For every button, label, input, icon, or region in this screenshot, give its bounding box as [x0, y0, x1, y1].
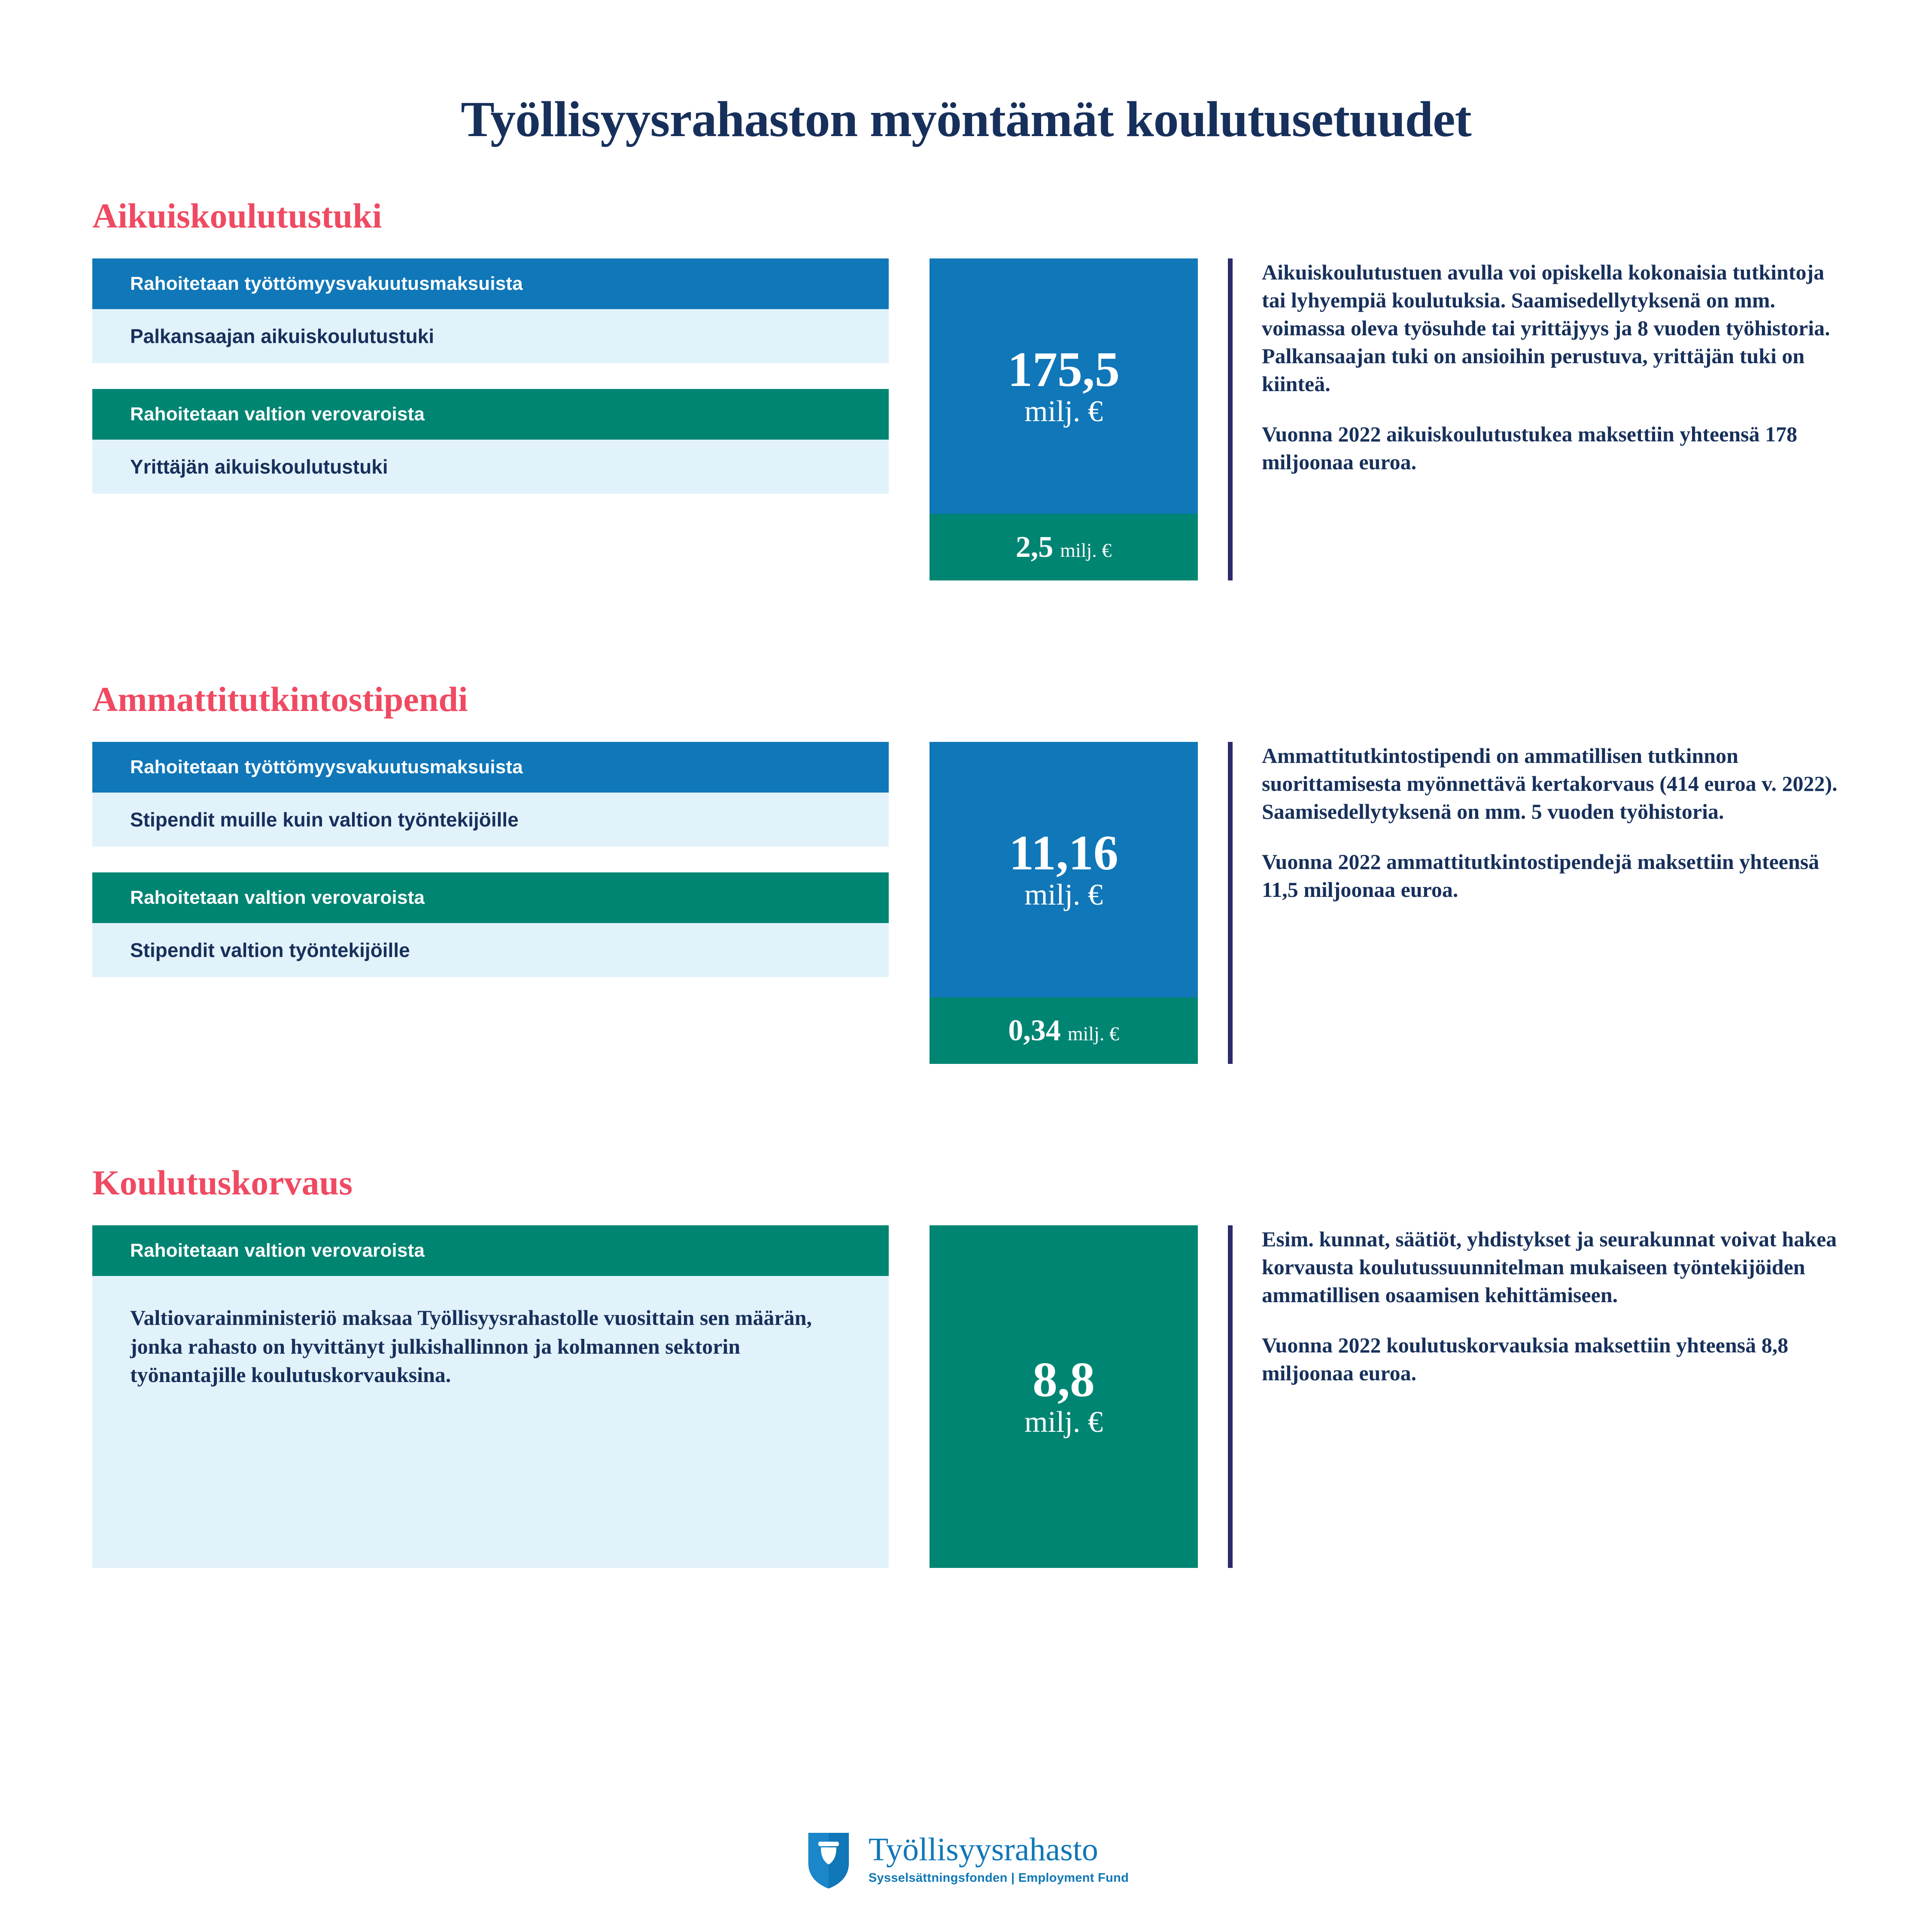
value-inline-group [1016, 530, 1112, 565]
label-column [92, 742, 889, 1064]
value-amount: 2,5 [1015, 530, 1054, 564]
value-amount: 8,8 [1033, 1352, 1095, 1408]
section-row [92, 258, 1840, 580]
funding-band-state: Rahoitetaan valtion verovaroista [92, 389, 889, 440]
logo-group [803, 1826, 1129, 1893]
section-title: Koulutuskorvaus [92, 1163, 353, 1202]
value-block-main [930, 742, 1198, 997]
funding-band-state: Rahoitetaan valtion verovaroista [92, 872, 889, 923]
benefit-row-state: Stipendit valtion työntekijöille [92, 923, 889, 977]
description-paragraph: Ammattitutkintostipendi on ammatillisen tutkinnon suorittamisesta myönnettävä kertakorvaus (414 euroa v. 2022). Saamisedellytyksenä on mm. 5 vuoden työhistoria. [1262, 744, 1838, 823]
value-column [930, 742, 1198, 1064]
value-block-main [930, 1225, 1198, 1568]
description-paragraph: Aikuiskoulutustuen avulla voi opiskella kokonaisia tutkintoja tai lyhyempiä koulutuksia. Saamisedellytyksenä on mm. voimassa oleva työsuhde tai yrittäjyys ja 8 vuoden työhistoria. Palkansaajan tuki on ansioihin perustuva, yrittäjän tuki on kiinteä. [1262, 260, 1830, 396]
value-amount: 0,34 [1008, 1014, 1061, 1047]
value-block-main [930, 258, 1198, 514]
value-block-secondary [930, 997, 1198, 1064]
value-inline-group [1008, 1014, 1119, 1048]
acorn-shield-icon [803, 1826, 854, 1893]
benefit-row-entrepreneur: Yrittäjän aikuiskoulutustuki [92, 440, 889, 494]
value-block-secondary [930, 514, 1198, 580]
value-column [930, 258, 1198, 580]
logo-title: Työllisyysrahasto [868, 1832, 1098, 1868]
section-aikuiskoulutustuki [0, 196, 1932, 580]
explanation-box: Valtiovarainministeriö maksaa Työllisyysrahastolle vuosittain sen määrän, jonka rahasto on hyvittänyt julkishallinnon ja kolmannen sektorin työnantajille koulutuskorvauksina. [92, 1276, 889, 1568]
section-koulutuskorvaus [0, 1163, 1932, 1568]
value-unit: milj. € [1024, 878, 1103, 912]
summary-paragraph: Vuonna 2022 ammattitutkintostipendejä maksettiin yhteensä 11,5 miljoonaa euroa. [1262, 850, 1820, 902]
section-row [92, 742, 1840, 1064]
funding-band-state: Rahoitetaan valtion verovaroista [92, 1225, 889, 1276]
description-column [1228, 1225, 1840, 1568]
footer-logo [0, 1826, 1932, 1893]
benefit-row-employee: Palkansaajan aikuiskoulutustuki [92, 309, 889, 363]
page-title: Työllisyysrahaston myöntämät koulutusetuudet [461, 91, 1471, 147]
value-unit: milj. € [1067, 1022, 1119, 1045]
summary-paragraph: Vuonna 2022 koulutuskorvauksia maksettiin yhteensä 8,8 miljoonaa euroa. [1262, 1333, 1789, 1385]
value-amount: 175,5 [1008, 342, 1120, 397]
section-title: Aikuiskoulutustuki [92, 196, 382, 235]
spacer [92, 847, 889, 872]
value-column [930, 1225, 1198, 1568]
label-column [92, 258, 889, 580]
logo-subtitle: Sysselsättningsfonden | Employment Fund [868, 1871, 1129, 1885]
description-column [1228, 258, 1840, 580]
funding-band-unemployment: Rahoitetaan työttömyysvakuutusmaksuista [92, 258, 889, 309]
section-ammattitutkintostipendi [0, 679, 1932, 1064]
section-row [92, 1225, 1840, 1568]
funding-band-unemployment: Rahoitetaan työttömyysvakuutusmaksuista [92, 742, 889, 793]
value-unit: milj. € [1024, 395, 1103, 428]
section-title: Ammattitutkintostipendi [92, 680, 468, 719]
logo-text [869, 1833, 1129, 1885]
value-unit: milj. € [1024, 1405, 1103, 1439]
spacer [92, 363, 889, 389]
label-column [92, 1225, 889, 1568]
summary-paragraph: Vuonna 2022 aikuiskoulutustukea maksettiin yhteensä 178 miljoonaa euroa. [1262, 422, 1798, 474]
value-amount: 11,16 [1009, 825, 1118, 881]
value-unit: milj. € [1060, 539, 1112, 561]
description-column [1228, 742, 1840, 1064]
description-paragraph: Esim. kunnat, säätiöt, yhdistykset ja seurakunnat voivat hakea korvausta koulutussuunnitelman mukaiseen työntekijöiden ammatillisen osaamisen kehittämiseen. [1262, 1227, 1837, 1307]
benefit-row-non-state: Stipendit muille kuin valtion työntekijöille [92, 793, 889, 847]
